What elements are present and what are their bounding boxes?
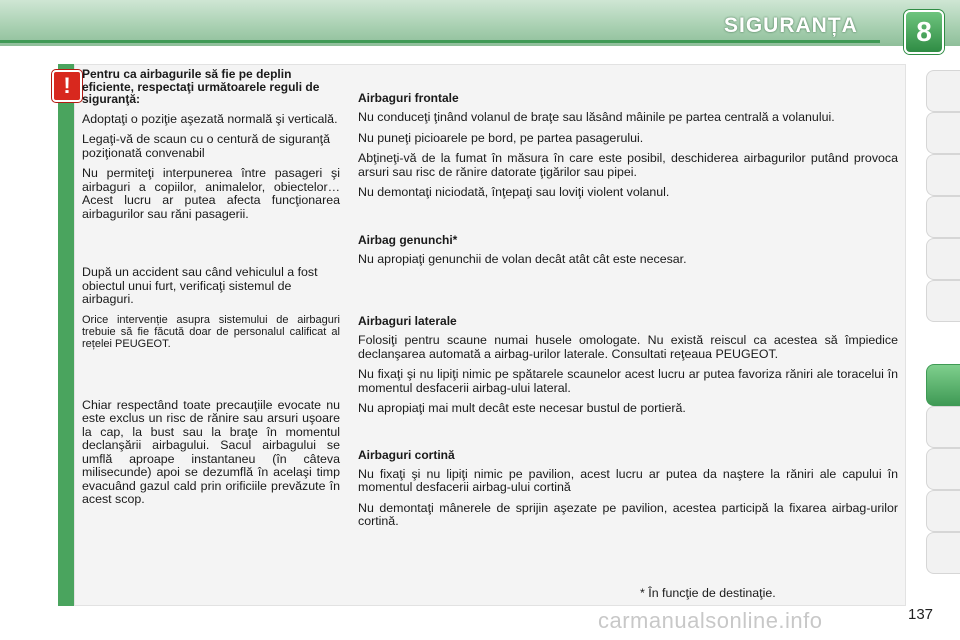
section-title: SIGURANȚA	[724, 14, 858, 37]
chapter-tab[interactable]	[926, 280, 960, 322]
chapter-tab-active[interactable]	[926, 364, 960, 406]
chapter-tab[interactable]	[926, 70, 960, 112]
safety-rules-column	[82, 68, 340, 514]
warning-side-bar	[58, 64, 74, 606]
chapter-tab[interactable]	[926, 490, 960, 532]
rule-no-obstruction: Nu permiteţi interpunerea între pasageri şi airbaguri a copiilor, animalelor, obiectelor… Acest lucru ar putea afecta funcţionarea airbagurilor sau răni pasagerii.	[82, 166, 340, 221]
frontal-airbags-text: Nu conduceţi ţinând volanul de braţe sau lăsând mâinile pe partea centrală a volanului.	[358, 110, 835, 124]
rule-seating-position: Adoptaţi o poziţie aşezată normală şi verticală.	[82, 111, 338, 126]
chapter-tabs	[926, 70, 960, 574]
frontal-airbags-text: Abţineţi-vă de la fumat în măsura în care este posibil, deschiderea airbagurilor putând provoca arsuri sau risc de rănire datorate ţigărilor sau pipei.	[358, 151, 898, 179]
curtain-airbags-heading: Airbaguri cortină	[358, 447, 455, 462]
frontal-airbags-text: Nu puneţi picioarele pe bord, pe partea pasagerului.	[358, 130, 644, 145]
chapter-tab[interactable]	[926, 532, 960, 574]
watermark: carmanualsonline.info	[598, 608, 823, 633]
rules-intro-heading: Pentru ca airbagurile să fie pe deplin eficiente, respectaţi următoarele reguli de siguranţă:	[82, 67, 320, 106]
knee-airbag-text: Nu apropiaţi genunchii de volan decât atât cât este necesar.	[358, 251, 687, 266]
chapter-tab[interactable]	[926, 238, 960, 280]
rule-seat-belt: Legaţi-vă de scaun cu o centură de siguranţă poziţionată convenabil	[82, 132, 330, 160]
lateral-airbags-text: Nu fixaţi şi nu lipiţi nimic pe spătarele scaunelor acest lucru ar putea favoriza răniri ale toracelui în momentul desfacerii airbag-ului lateral.	[358, 367, 898, 395]
footnote: * În funcţie de destinaţie.	[640, 586, 776, 600]
lateral-airbags-text: Folosiţi pentru scaune numai husele omologate. Nu există reiscul ca acestea să împiedice declanşarea automată a airbag-urilor laterale. Consultati reţeaua PEUGEOT.	[358, 333, 898, 361]
knee-airbag-heading: Airbag genunchi*	[358, 232, 458, 247]
residual-risk-note: Chiar respectând toate precauţiile evocate nu este exclus un risc de rănire sau arsuri uşoare la cap, la bust sau la braţe în momentul declanşării airbagului. Sacul airbagului se umflă aproape instantaneu (în câteva milisecunde) apoi se dezumflă în acelaşi timp evacuând gazul cald prin orificiile prevăzute în acest scop.	[82, 397, 340, 506]
service-note: Orice intervenție asupra sistemului de airbaguri trebuie să fie făcută doar de personalul calificat al rețelei PEUGEOT.	[82, 313, 340, 350]
chapter-tab[interactable]	[926, 406, 960, 448]
frontal-airbags-heading: Airbaguri frontale	[358, 91, 459, 105]
header-rule	[0, 40, 880, 43]
chapter-tab[interactable]	[926, 196, 960, 238]
warning-exclamation-icon: !	[52, 70, 82, 102]
curtain-airbags-text: Nu fixaţi şi nu lipiţi nimic pe pavilion, acest lucru ar putea da naştere la răniri ale capului în momentul desfacerii airbag-ului cortină	[358, 466, 898, 494]
lateral-airbags-heading: Airbaguri laterale	[358, 314, 457, 328]
airbag-types-column	[358, 92, 898, 536]
chapter-number-badge: 8	[904, 10, 944, 54]
page-number: 137	[908, 606, 934, 623]
chapter-tab[interactable]	[926, 112, 960, 154]
after-accident-note: După un accident sau când vehiculul a fost obiectul unui furt, verificaţi sistemul de airbaguri.	[82, 265, 318, 306]
chapter-tab[interactable]	[926, 154, 960, 196]
frontal-airbags-text: Nu demontaţi niciodată, înţepaţi sau loviţi violent volanul.	[358, 185, 670, 199]
curtain-airbags-text: Nu demontaţi mânerele de sprijin aşezate pe pavilion, acestea participă la fixarea airbag-urilor cortină.	[358, 500, 898, 528]
chapter-tab[interactable]	[926, 448, 960, 490]
lateral-airbags-text: Nu apropiaţi mai mult decât este necesar bustul de portieră.	[358, 401, 686, 415]
